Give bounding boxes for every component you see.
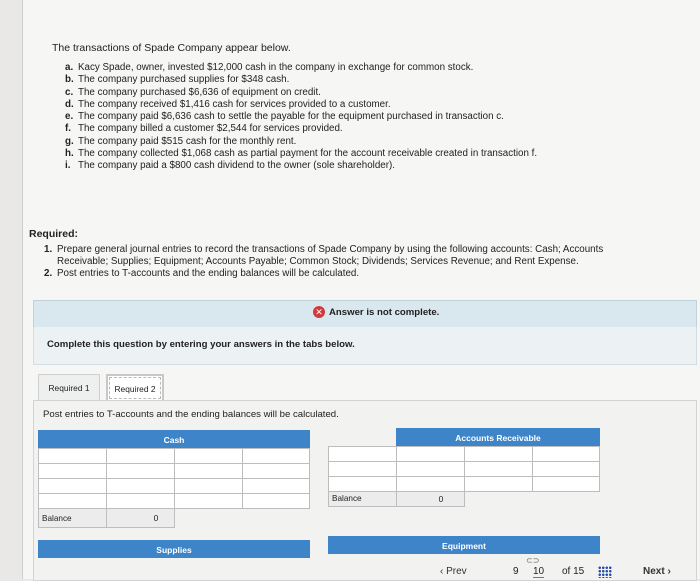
link-icon: ⊂⊃	[526, 556, 540, 565]
cash-balance-value: 0	[153, 513, 159, 523]
cash-debit-amount[interactable]	[106, 448, 175, 464]
equipment-account-header: Equipment	[328, 536, 600, 554]
ar-debit-amount[interactable]	[396, 446, 465, 462]
intro-text: The transactions of Spade Company appear below.	[52, 42, 291, 54]
cash-credit-amount[interactable]	[242, 493, 310, 509]
cash-balance-label: Balance	[42, 514, 72, 523]
ar-account-header: Accounts Receivable	[396, 428, 600, 446]
list-item: f. The company billed a customer $2,544 for services provided.	[65, 123, 343, 135]
prev-button[interactable]: ‹ Prev	[440, 566, 467, 577]
grid-icon[interactable]	[598, 566, 612, 578]
ar-credit-amount[interactable]	[532, 446, 600, 462]
list-item: d. The company received $1,416 cash for services provided to a customer.	[65, 98, 391, 110]
page-number-9[interactable]: 9	[513, 566, 519, 577]
list-item: c. The company purchased $6,636 of equipment on credit.	[65, 86, 321, 98]
page-total: of 15	[562, 566, 585, 577]
page-number-10[interactable]: 10	[533, 566, 545, 577]
cash-debit-entry[interactable]	[38, 478, 107, 494]
list-item: 2. Post entries to T-accounts and the ending balances will be calculated.	[44, 268, 360, 279]
list-item: a. Kacy Spade, owner, invested $12,000 cash in the company in exchange for common stock.	[65, 62, 474, 73]
supplies-account-header: Supplies	[38, 540, 310, 558]
list-item: e. The company paid $6,636 cash to settle the payable for the equipment purchased in transaction c.	[65, 111, 504, 123]
cash-credit-entry[interactable]	[174, 448, 243, 464]
ar-debit-entry[interactable]	[328, 461, 397, 477]
transactions-list	[65, 62, 537, 173]
ar-debit-entry[interactable]	[328, 476, 397, 492]
cash-debit-amount[interactable]	[106, 478, 175, 494]
list-item: i. The company paid a $800 cash dividend to the owner (sole shareholder).	[65, 160, 395, 172]
error-x-icon: ✕	[313, 306, 325, 318]
cash-credit-amount[interactable]	[242, 463, 310, 479]
ar-credit-entry[interactable]	[464, 476, 533, 492]
ar-balance-label: Balance	[332, 494, 362, 503]
required-heading: Required:	[29, 228, 79, 240]
tab-required-1[interactable]: Required 1	[38, 374, 100, 401]
tab-required-2[interactable]: Required 2	[106, 374, 164, 402]
required-list	[44, 244, 674, 280]
answer-status: ✕ Answer is not complete.	[313, 306, 439, 318]
ar-debit-amount[interactable]	[396, 476, 465, 492]
cash-account-header: Cash	[38, 430, 310, 448]
cash-credit-entry[interactable]	[174, 493, 243, 509]
cash-credit-entry[interactable]	[174, 463, 243, 479]
ar-credit-entry[interactable]	[464, 446, 533, 462]
ar-credit-entry[interactable]	[464, 461, 533, 477]
list-item: 1. Prepare general journal entries to record the transactions of Spade Company by using the following accounts: Cash; Accounts Receivable; Supplies; Equipment; Accounts Payable; Common Stock; Dividends; Services Revenue; and Rent Expense.	[44, 244, 604, 267]
complete-prompt: Complete this question by entering your answers in the tabs below.	[47, 339, 355, 350]
next-button[interactable]: Next ›	[643, 566, 671, 577]
ar-debit-entry[interactable]	[328, 446, 397, 462]
ar-credit-amount[interactable]	[532, 476, 600, 492]
list-item: g. The company paid $515 cash for the monthly rent.	[65, 135, 297, 147]
cash-debit-amount[interactable]	[106, 493, 175, 509]
cash-credit-amount[interactable]	[242, 478, 310, 494]
cash-debit-entry[interactable]	[38, 463, 107, 479]
list-item: b. The company purchased supplies for $348 cash.	[65, 74, 290, 86]
cash-credit-amount[interactable]	[242, 448, 310, 464]
cash-credit-entry[interactable]	[174, 478, 243, 494]
cash-debit-entry[interactable]	[38, 448, 107, 464]
list-item: h. The company collected $1,068 cash as partial payment for the account receivable created in transaction f.	[65, 148, 538, 160]
ar-balance-value: 0	[438, 494, 444, 504]
cash-debit-entry[interactable]	[38, 493, 107, 509]
ar-credit-amount[interactable]	[532, 461, 600, 477]
ar-debit-amount[interactable]	[396, 461, 465, 477]
cash-debit-amount[interactable]	[106, 463, 175, 479]
post-instruction: Post entries to T-accounts and the ending balances will be calculated.	[43, 409, 339, 420]
